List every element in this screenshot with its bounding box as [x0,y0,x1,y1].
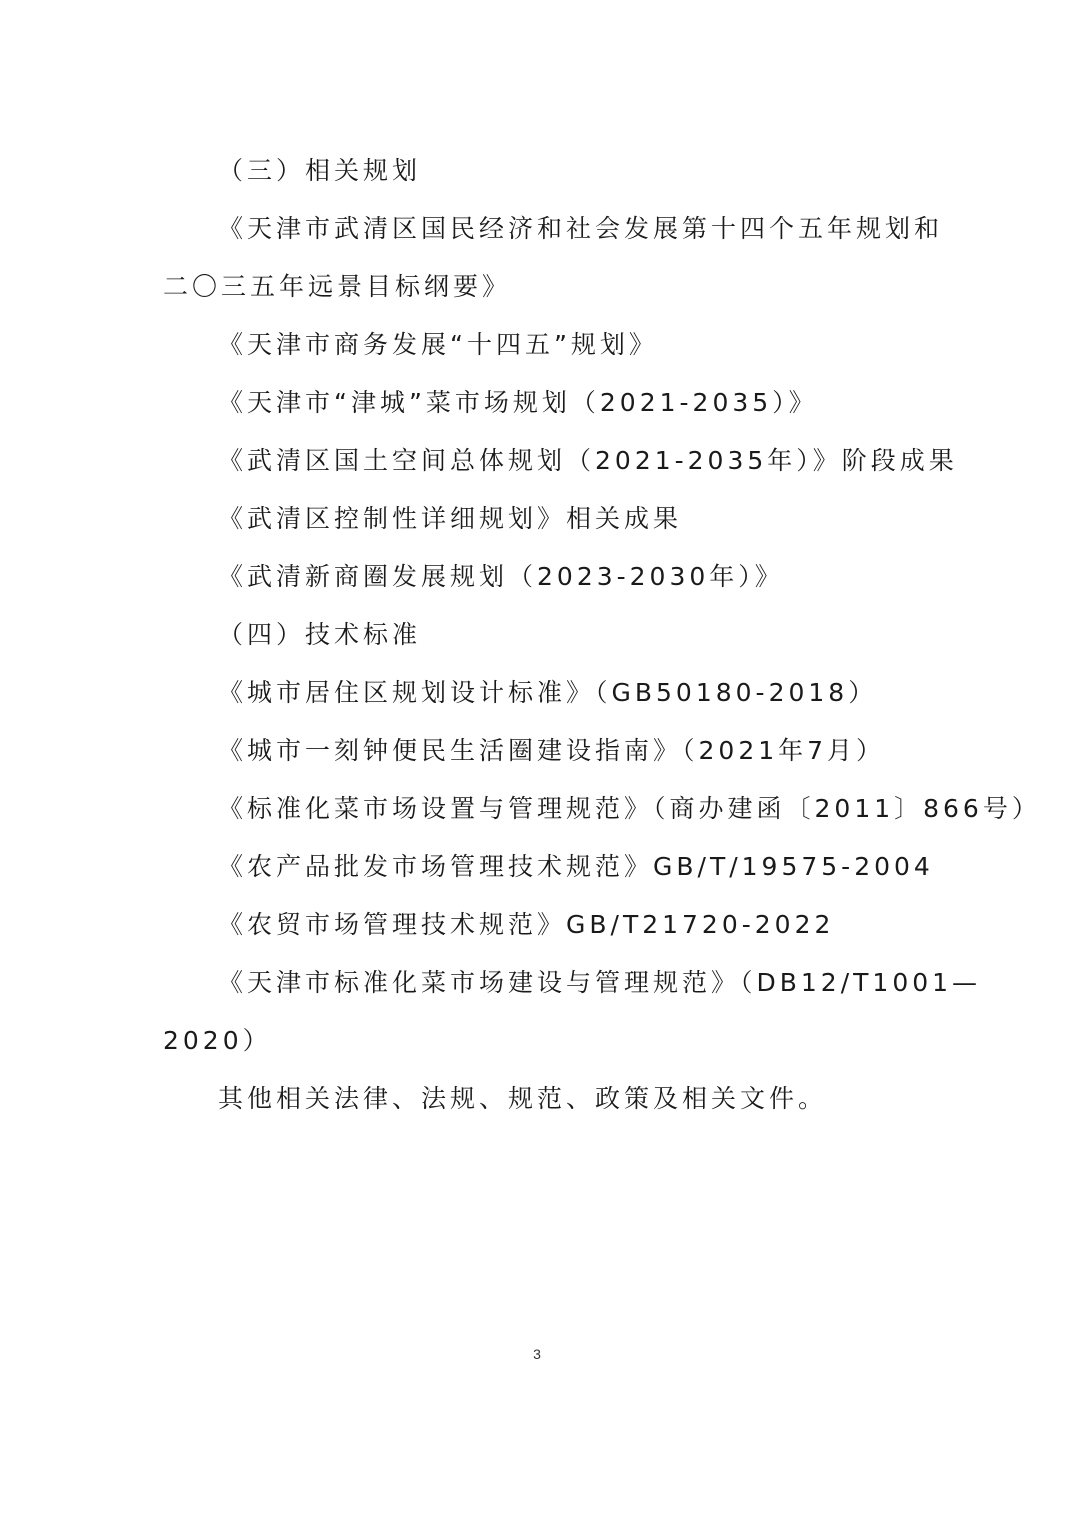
plan-item-14th-five-year-line2: 二〇三五年远景目标纲要》 [163,272,512,301]
standard-item-farmers-market: 《农贸市场管理技术规范》GB/T21720-2022 [218,910,835,939]
standard-item-wholesale-market: 《农产品批发市场管理技术规范》GB/T/19575-2004 [218,852,934,881]
section-heading-technical-standards: （四）技术标准 [218,620,422,649]
section-heading-related-plans: （三）相关规划 [218,156,422,185]
page-number: 3 [533,1346,541,1362]
standard-item-tianjin-market-line1: 《天津市标准化菜市场建设与管理规范》（DB12/T1001— [218,968,982,997]
plan-item-detailed-control: 《武清区控制性详细规划》相关成果 [218,504,683,533]
closing-statement: 其他相关法律、法规、规范、政策及相关文件。 [218,1084,828,1113]
standard-item-standardized-market: 《标准化菜市场设置与管理规范》（商办建函〔2011〕866号） [218,794,1041,823]
plan-item-14th-five-year-line1: 《天津市武清区国民经济和社会发展第十四个五年规划和 [218,214,944,243]
plan-item-commerce: 《天津市商务发展“十四五”规划》 [218,330,658,359]
standard-item-residential: 《城市居住区规划设计标准》（GB50180-2018） [218,678,878,707]
standard-item-tianjin-market-line2: 2020） [163,1026,272,1055]
plan-item-vegetable-market: 《天津市“津城”菜市场规划（2021-2035）》 [218,388,818,417]
plan-item-territorial-space: 《武清区国土空间总体规划（2021-2035年）》阶段成果 [218,446,958,475]
plan-item-new-business-district: 《武清新商圈发展规划（2023-2030年）》 [218,562,784,591]
standard-item-living-circle: 《城市一刻钟便民生活圈建设指南》（2021年7月） [218,736,886,765]
